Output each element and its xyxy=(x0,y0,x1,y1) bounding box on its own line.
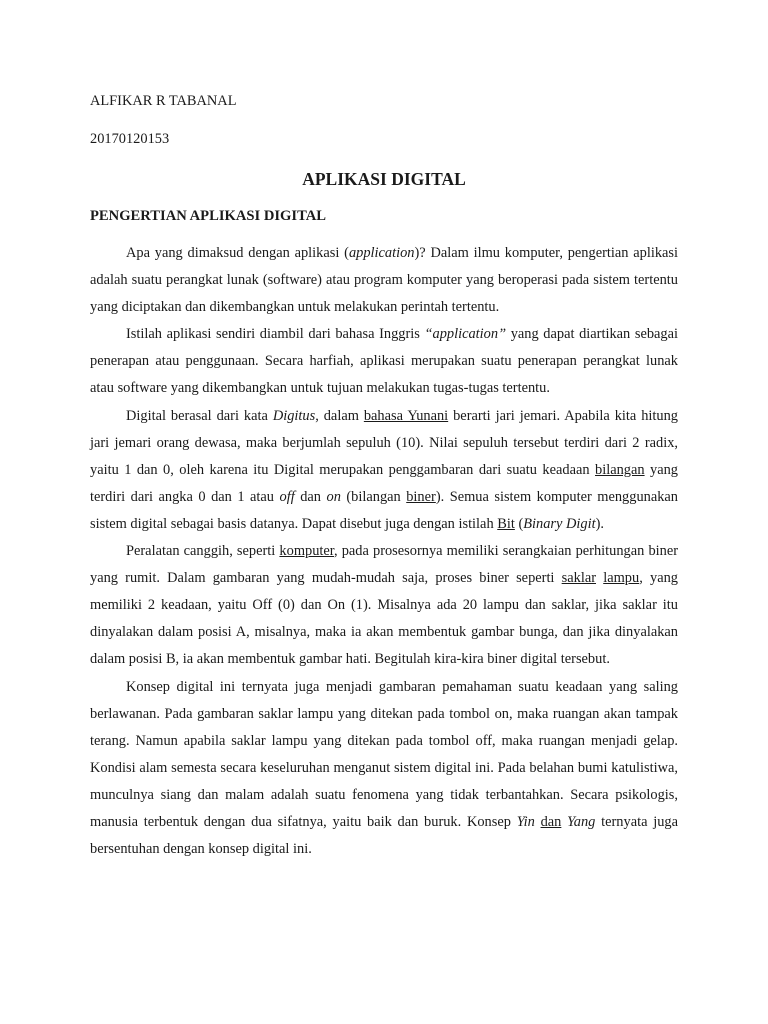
paragraph-text: Apa yang dimaksud dengan aplikasi ( xyxy=(126,245,349,261)
italic-term: off xyxy=(279,488,295,505)
paragraph-text: ( xyxy=(514,515,524,532)
paragraph-text: Konsep digital ini ternyata juga menjadi gambaran pemahaman suatu keadaan yang saling berlawanan. Pada gambaran saklar lampu yang ditekan pada tombol on, maka ruangan akan tampak terang. Namun apabila saklar lampu yang ditekan pada tombol off, maka ruangan menjadi gelap. Kondisi alam semesta secara keseluruhan menganut sistem digital ini. Pada belahan bumi katulistiwa, munculnya siang dan malam adalah suatu fenomena yang tidak terbantahkan. Secara psikologis, manusia terbentuk dengan dua sifatnya, yaitu baik dan buruk. Konsep xyxy=(90,678,678,830)
italic-term: “application” xyxy=(424,326,507,343)
paragraph-4 xyxy=(90,538,678,673)
paragraph-text: ternyata juga bersentuhan dengan konsep digital ini. xyxy=(90,813,678,858)
italic-term: application xyxy=(348,245,415,261)
document-body xyxy=(90,240,678,863)
link-komputer[interactable]: komputer xyxy=(279,543,334,560)
paragraph-text: ). xyxy=(595,515,604,532)
link-bilangan[interactable]: bilangan xyxy=(595,461,645,478)
student-id: 20170120153 xyxy=(90,131,170,147)
paragraph-3 xyxy=(90,403,678,538)
paragraph-text: , yang memiliki 2 keadaan, yaitu Off (0) dan On (1). Misalnya ada 20 lampu dan saklar, jika saklar itu dinyalakan dalam posisi A, misalnya, maka ia akan membentuk gambar bunga, dan jika dinyalakan dalam posisi B, ia akan membentuk gambar hati. Begitulah kira-kira biner digital tersebut. xyxy=(90,570,678,668)
paragraph-1 xyxy=(90,240,678,321)
italic-term: on xyxy=(326,488,341,505)
italic-term: Yang xyxy=(567,813,596,830)
author-name: ALFIKAR R TABANAL xyxy=(90,93,237,109)
paragraph-text: Peralatan canggih, seperti xyxy=(126,543,280,560)
paragraph-text: berarti jari jemari. Apabila kita hitung jari jemari orang dewasa, maka berjumlah sepuluh (10). Nilai sepuluh tersebut terdiri dari 2 radix, yaitu 1 dan 0, oleh karena itu Digital merupakan penggambaran dari suatu keadaan xyxy=(90,407,678,478)
document-title: APLIKASI DIGITAL xyxy=(302,169,466,189)
link-saklar[interactable]: saklar xyxy=(561,570,597,587)
link-bit[interactable]: Bit xyxy=(497,515,515,532)
paragraph-text: dan xyxy=(294,488,327,505)
italic-term: Yin xyxy=(516,813,535,830)
paragraph-text: (bilangan xyxy=(340,488,407,505)
paragraph-text: Istilah aplikasi sendiri diambil dari bahasa Inggris xyxy=(126,326,425,343)
link-dan[interactable]: dan xyxy=(540,813,562,830)
paragraph-2 xyxy=(90,321,678,402)
link-bahasa-yunani[interactable]: bahasa Yunani xyxy=(363,407,449,424)
italic-term: Binary Digit xyxy=(523,515,596,532)
link-lampu[interactable]: lampu xyxy=(603,570,640,587)
italic-term: Digitus xyxy=(272,407,316,424)
paragraph-text: Digital berasal dari kata xyxy=(126,407,273,424)
section-heading: PENGERTIAN APLIKASI DIGITAL xyxy=(90,208,327,224)
paragraph-5 xyxy=(90,674,678,864)
paragraph-text: ). Semua sistem komputer menggunakan sistem digital sebagai basis datanya. Dapat disebut juga dengan istilah xyxy=(90,488,679,532)
paragraph-text: )? Dalam ilmu komputer, pengertian aplikasi adalah suatu perangkat lunak (software) atau program komputer yang beroperasi pada sistem tertentu yang diciptakan dan dikembangkan untuk melakukan perintah tertentu. xyxy=(90,245,678,316)
link-biner[interactable]: biner xyxy=(406,488,436,505)
paragraph-text: yang terdiri dari angka 0 dan 1 atau xyxy=(90,461,678,505)
paragraph-text: , dalam xyxy=(315,407,364,424)
paragraph-text: yang dapat diartikan sebagai penerapan atau penggunaan. Secara harfiah, aplikasi merupakan suatu penerapan perangkat lunak atau software yang dikembangkan untuk tujuan melakukan tugas-tugas tertentu. xyxy=(90,326,678,397)
paragraph-text: , pada prosesornya memiliki serangkaian perhitungan biner yang rumit. Dalam gambaran yang mudah-mudah saja, proses biner seperti xyxy=(90,543,679,587)
